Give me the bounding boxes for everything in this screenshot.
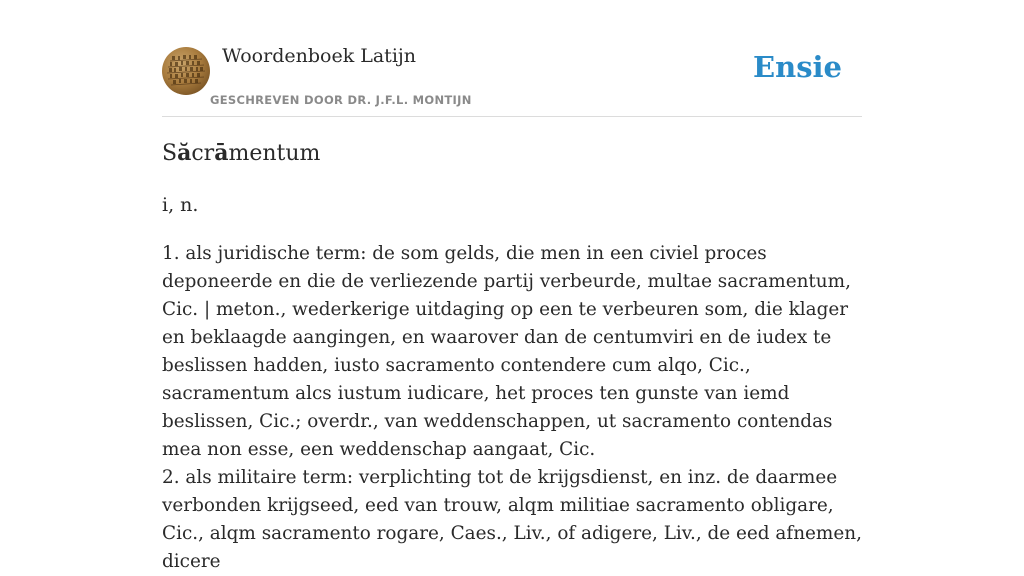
headword-short-vowel: ă bbox=[177, 140, 192, 166]
definition-paragraph: 2. als militaire term: verplichting tot de krijgsdienst, en inz. de daarmee verbonden krijgseed, eed van trouw, alqm militiae sacramento obligare, Cic., alqm sacramento rogare, Caes., Liv., of adigere, Liv., de eed afnemen, dicere bbox=[162, 467, 862, 572]
grammar-info: i, n. bbox=[162, 194, 199, 216]
definition-body bbox=[162, 240, 862, 576]
headword-part: S bbox=[162, 141, 178, 166]
author-line: GESCHREVEN DOOR DR. J.F.L. MONTIJN bbox=[210, 93, 472, 107]
book-cover-thumbnail-icon[interactable] bbox=[162, 47, 210, 95]
headword-long-vowel: ā bbox=[214, 140, 229, 166]
headword-part: cr bbox=[191, 141, 215, 166]
book-title[interactable]: Woordenboek Latijn bbox=[222, 45, 417, 67]
page-container bbox=[162, 0, 862, 572]
ensie-logo[interactable]: Ensie bbox=[753, 50, 842, 84]
header bbox=[162, 0, 862, 117]
entry-headword bbox=[162, 140, 320, 166]
definition-paragraph: 1. als juridische term: de som gelds, die men in een civiel proces deponeerde en die de verliezende partij verbeurde, multae sacramentum, Cic. | meton., wederkerige uitdaging op een te verbeuren som, die klager en beklaagde aangingen, en waarover dan de centumviri en de iudex te beslissen hadden, iusto sacramento contendere cum alqo, Cic., sacramentum alcs iustum iudicare, het proces ten gunste van iemd beslissen, Cic.; overdr., van weddenschappen, ut sacramento contendas mea non esse, een weddenschap aangaat, Cic. bbox=[162, 243, 851, 460]
headword-part: mentum bbox=[228, 141, 321, 166]
